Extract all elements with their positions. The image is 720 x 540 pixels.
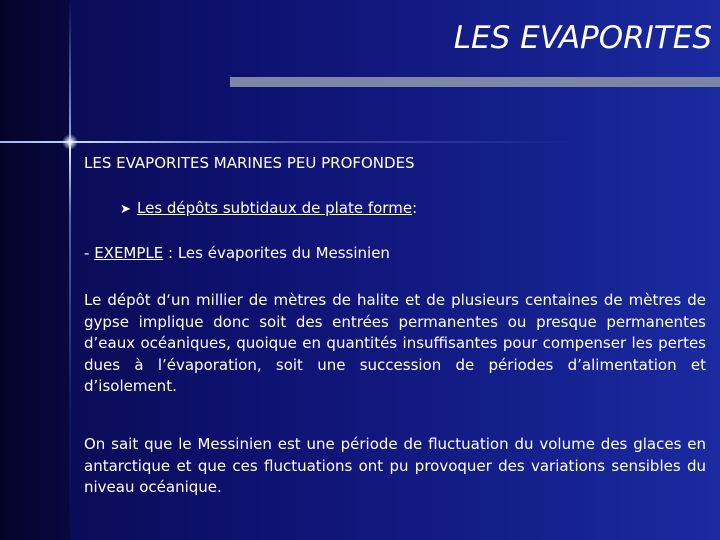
bullet-item [120, 199, 417, 217]
left-background-band [0, 0, 70, 540]
bullet-text: Les dépôts subtidaux de plate forme [137, 199, 413, 217]
example-prefix: - [84, 244, 95, 262]
light-flare-icon [62, 134, 78, 150]
example-line [84, 244, 390, 262]
paragraph-1: Le dépôt d‘un millier de mètres de halite et de plusieurs centaines de mètres de gypse implique donc soit des entrées permanentes ou presque permanentes d’eaux océaniques, quoique en quantités insuffisantes pour compenser les pertes dues à l’évaporation, soit une succession de périodes d’alimentation et d’isolement. [84, 291, 706, 395]
bullet-suffix: : [412, 199, 418, 217]
vertical-light-line [69, 0, 71, 540]
slide-title: LES EVAPORITES [453, 20, 712, 56]
example-label: EXEMPLE [94, 244, 164, 262]
paragraph-2: On sait que le Messinien est une période de fluctuation du volume des glaces en antarctique et que ces fluctuations ont pu provoquer des variations sensibles du niveau océanique. [84, 435, 706, 496]
horizontal-light-line [0, 141, 720, 143]
slide-subtitle: LES EVAPORITES MARINES PEU PROFONDES [84, 154, 415, 172]
title-underline-bar [230, 77, 720, 87]
example-text: : Les évaporites du Messinien [163, 244, 390, 262]
arrow-bullet-icon: ➤ [120, 202, 131, 217]
